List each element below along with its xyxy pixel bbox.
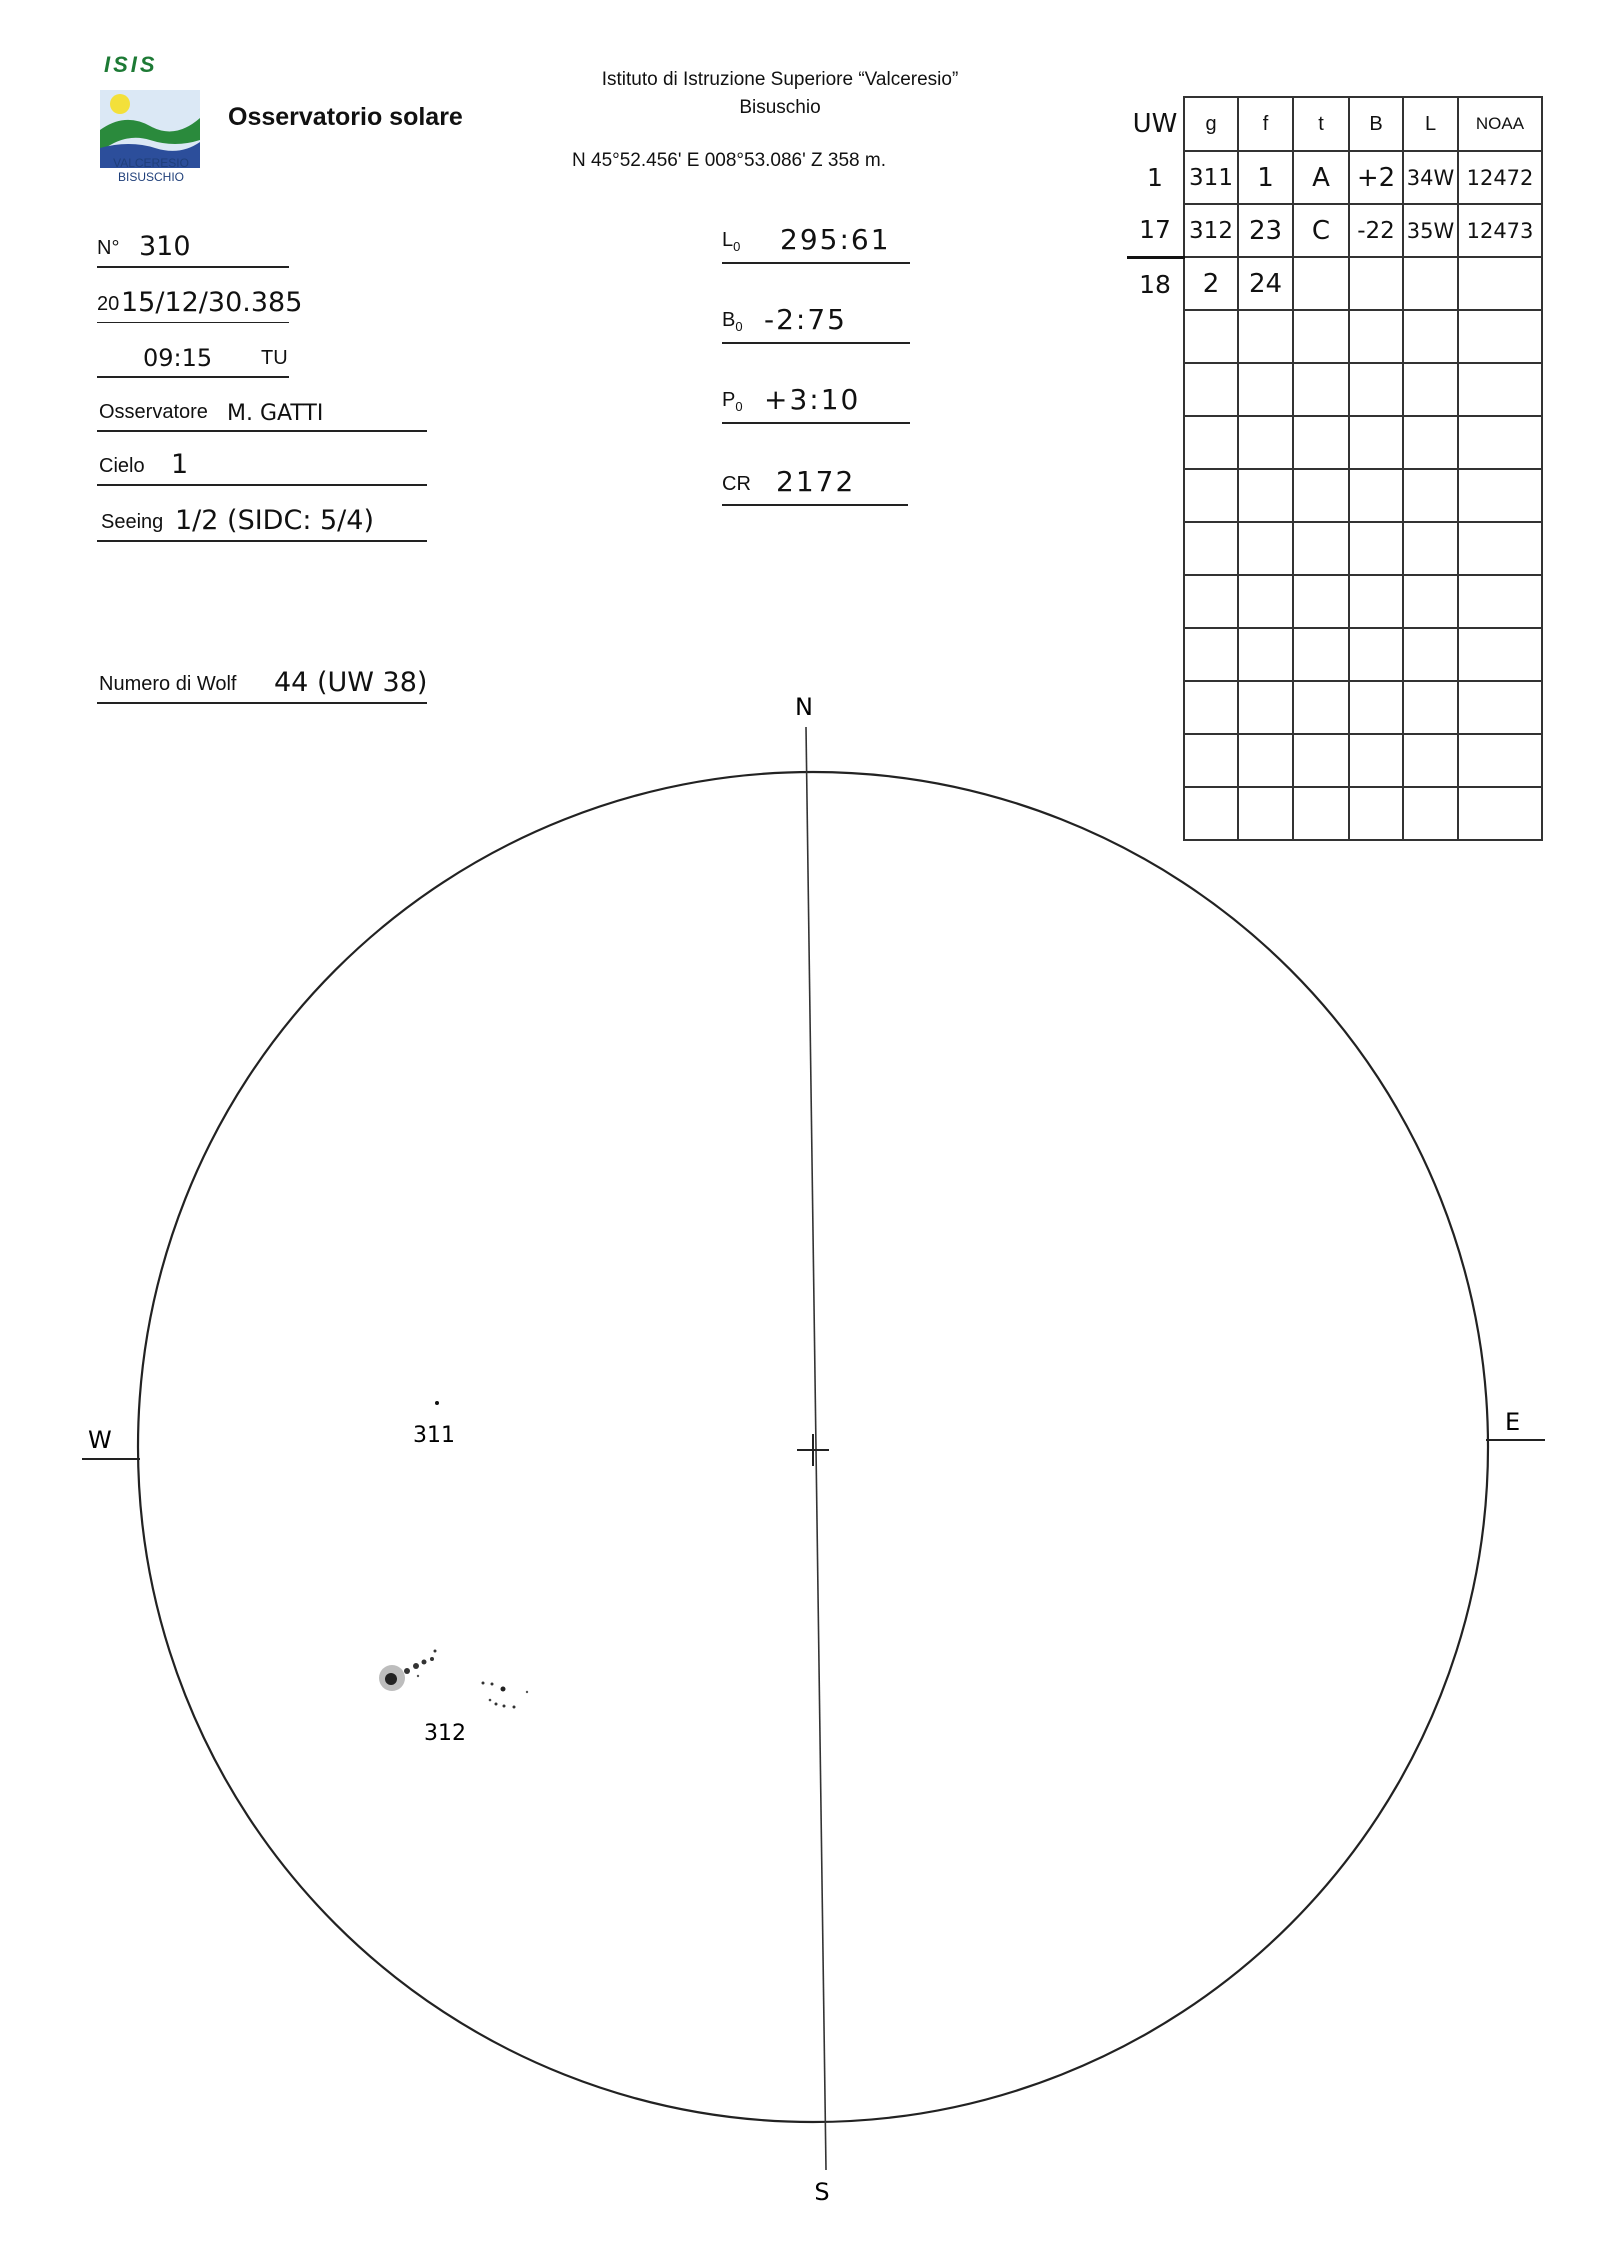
sunspot — [434, 1650, 437, 1653]
sunspot — [503, 1705, 506, 1708]
logo-wordmark: ISIS — [104, 52, 158, 77]
cell-b: -22 — [1349, 204, 1403, 257]
cell-t: A — [1293, 151, 1349, 204]
total-f: 24 — [1238, 257, 1293, 310]
l0-value: 295:61 — [780, 223, 891, 256]
logo-caption-2: BISUSCHIO — [117, 170, 184, 184]
header-uw: UW — [1132, 109, 1178, 139]
header-g: g — [1184, 97, 1238, 151]
b0-label: $B_0$ — [722, 309, 743, 334]
sunspot — [491, 1683, 494, 1686]
observer-value: M. GATTI — [227, 401, 324, 426]
wolf-number-label: Numero di Wolf — [99, 673, 237, 695]
umbra-spot — [385, 1673, 397, 1685]
cell-b: +2 — [1349, 151, 1403, 204]
header-f: f — [1238, 97, 1293, 151]
south-label: S — [814, 2178, 830, 2206]
date-value: 15/12/30.385 — [121, 287, 303, 318]
sunspot-group-312 — [379, 1650, 528, 1709]
time-unit: TU — [261, 347, 288, 369]
cell-noaa: 12473 — [1458, 204, 1542, 257]
l0-label: $L_0$ — [722, 229, 741, 254]
p0-label: $P_0$ — [722, 389, 743, 414]
total-g: 2 — [1184, 257, 1238, 310]
observation-number-label: N° — [97, 237, 120, 259]
observer-label: Osservatore — [99, 401, 208, 423]
cell-l: 34W — [1403, 151, 1458, 204]
sunspot — [413, 1663, 419, 1669]
east-label: E — [1505, 1408, 1521, 1436]
school-town: Bisuschio — [739, 97, 821, 118]
sunspot — [513, 1706, 516, 1709]
cell-uw: 17 — [1139, 215, 1171, 245]
cell-g: 312 — [1184, 204, 1238, 257]
cell-noaa: 12472 — [1458, 151, 1542, 204]
school-name: Istituto di Istruzione Superiore “Valceresio” — [601, 69, 959, 90]
observatory-coordinates: N 45°52.456' E 008°53.086' Z 358 m. — [572, 150, 886, 171]
logo-caption-1: VALCERESIO — [113, 156, 189, 170]
cell-l: 35W — [1403, 204, 1458, 257]
seeing-label: Seeing — [101, 511, 164, 533]
header-noaa: NOAA — [1458, 97, 1542, 151]
north-label: N — [795, 693, 813, 721]
north-south-axis — [806, 727, 826, 2170]
header-t: t — [1293, 97, 1349, 151]
seeing-value: 1/2 (SIDC: 5/4) — [175, 505, 374, 536]
sunspot — [482, 1682, 485, 1685]
observation-number-value: 310 — [139, 231, 191, 262]
group-label-311: 311 — [413, 1423, 455, 1448]
sky-label: Cielo — [99, 455, 145, 477]
sunspot — [417, 1675, 419, 1677]
west-label: W — [88, 1426, 112, 1454]
cell-f: 1 — [1238, 151, 1293, 204]
cell-g: 311 — [1184, 151, 1238, 204]
time-value: 09:15 — [143, 344, 213, 372]
sunspot — [495, 1703, 498, 1706]
group-label-312: 312 — [424, 1721, 466, 1746]
cell-uw: 1 — [1147, 163, 1163, 192]
b0-value: -2:75 — [764, 303, 847, 336]
sunspot — [489, 1699, 492, 1702]
sky-value: 1 — [171, 449, 189, 480]
wolf-number-value: 44 (UW 38) — [274, 667, 428, 698]
sunspot — [501, 1687, 506, 1692]
cell-f: 23 — [1238, 204, 1293, 257]
carrington-label: CR — [722, 473, 751, 495]
date-prefix: 20 — [97, 293, 120, 315]
sunspot — [430, 1657, 434, 1661]
p0-value: +3:10 — [764, 383, 861, 416]
sunspot — [526, 1691, 528, 1693]
header-b: B — [1349, 97, 1403, 151]
sunspot — [422, 1660, 427, 1665]
sunspot-311 — [435, 1401, 439, 1405]
header-l: L — [1403, 97, 1458, 151]
carrington-value: 2172 — [776, 465, 856, 498]
total-uw: 18 — [1127, 257, 1184, 310]
observatory-title: Osservatorio solare — [228, 103, 463, 131]
sunspot — [404, 1668, 410, 1674]
cell-t: C — [1293, 204, 1349, 257]
